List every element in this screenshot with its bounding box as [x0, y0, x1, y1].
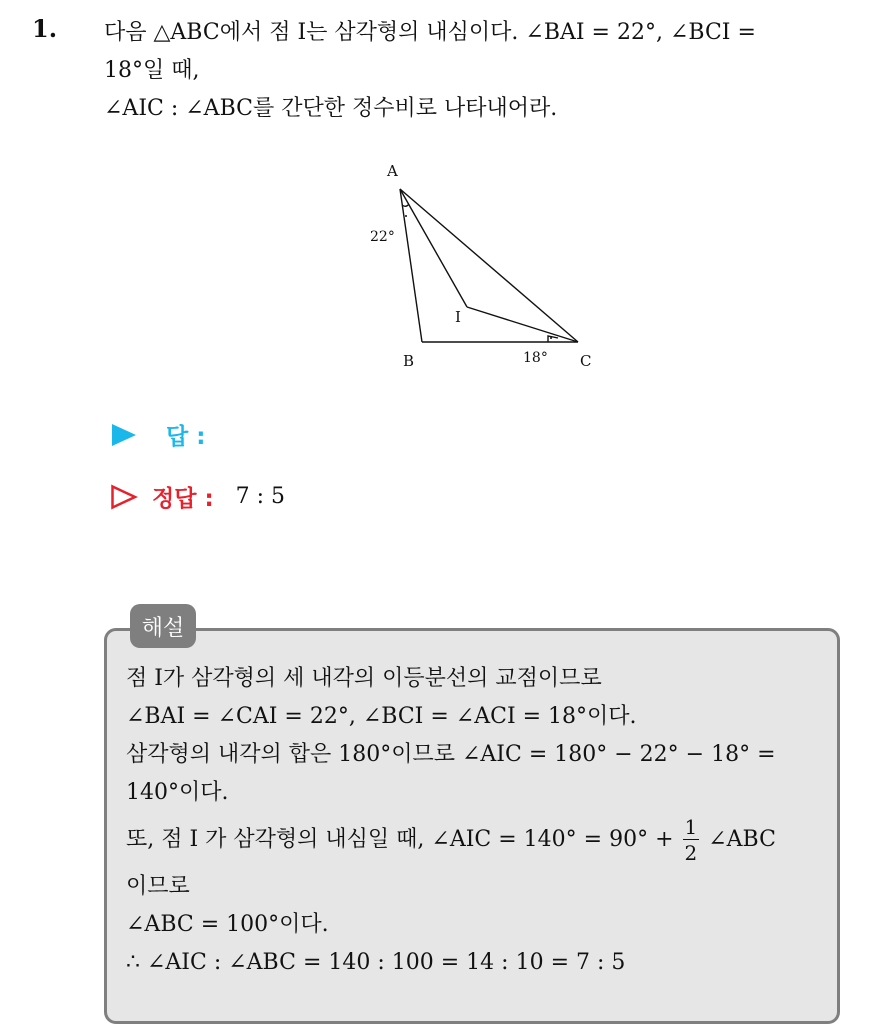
question-number: 1. — [32, 14, 58, 43]
question-line: ∠AIC : ∠ABC를 간단한 정수비로 나타내어라. — [104, 96, 558, 121]
side-ac — [400, 189, 578, 342]
correct-answer-row — [110, 480, 285, 513]
explanation-line: 점 I가 삼각형의 세 내각의 이등분선의 교점이므로 — [126, 666, 602, 691]
tick-mark-c — [550, 337, 552, 339]
angle-mark-a — [402, 204, 409, 206]
explanation-line: 삼각형의 내각의 합은 180°이므로 ∠AIC = 180° − 22° − 18° = — [126, 742, 776, 767]
vertex-label-c: C — [580, 352, 592, 370]
question-line: 18°일 때, — [104, 58, 200, 83]
angle-mark-c — [548, 336, 558, 342]
explanation-line: ∠BAI = ∠CAI = 22°, ∠BCI = ∠ACI = 18°이다. — [126, 704, 637, 729]
user-answer-label: 답 : — [166, 424, 206, 450]
user-answer-row — [110, 418, 227, 451]
segment-ai — [400, 189, 467, 307]
fraction-denominator: 2 — [684, 841, 698, 865]
explanation-line: ∠ABC = 100°이다. — [126, 912, 329, 937]
triangle-figure — [360, 156, 610, 376]
explanation-line: 이므로 — [126, 874, 190, 899]
correct-answer-label: 정답 : — [152, 486, 214, 512]
side-ab — [400, 189, 422, 342]
fraction-line-prefix: 또, 점 I 가 삼각형의 내심일 때, ∠AIC = 140° = 90° + — [126, 827, 674, 852]
fraction — [683, 817, 700, 863]
explanation-content — [126, 660, 836, 982]
play-outline-icon — [110, 484, 138, 510]
play-filled-icon — [110, 422, 138, 448]
explanation-line: ∴ ∠AIC : ∠ABC = 140 : 100 = 14 : 10 = 7 : 5 — [126, 950, 626, 975]
tick-mark-a — [405, 215, 407, 217]
vertex-label-a: A — [387, 162, 398, 180]
segment-ci — [467, 307, 578, 342]
explanation-line-fraction — [126, 812, 836, 868]
explanation-tab: 해설 — [130, 604, 196, 648]
fraction-numerator: 1 — [684, 815, 698, 839]
angle-label-a: 22° — [370, 229, 395, 245]
incenter-label: I — [455, 308, 461, 326]
angle-label-c: 18° — [523, 350, 548, 366]
question-line: 다음 △ABC에서 점 I는 삼각형의 내심이다. ∠BAI = 22°, ∠BCI = — [104, 20, 756, 45]
fraction-line-suffix: ∠ABC — [708, 827, 776, 852]
question-text — [104, 14, 864, 128]
correct-answer-value: 7 : 5 — [235, 484, 286, 509]
explanation-line: 140°이다. — [126, 780, 229, 805]
vertex-label-b: B — [403, 352, 415, 370]
